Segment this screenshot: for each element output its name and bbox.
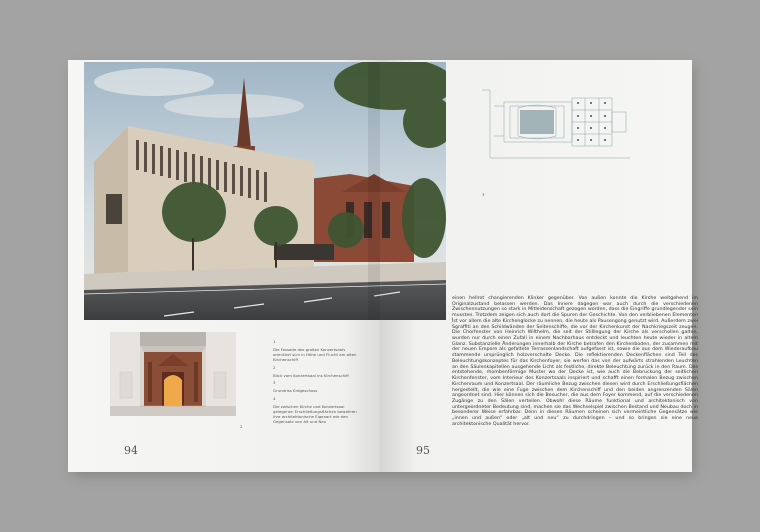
floor-plan-image xyxy=(480,84,630,164)
caption-text: Blick vom Konzertsaal ins Kirchenschiff xyxy=(273,372,349,378)
small-photo-figure-number: 2 xyxy=(240,424,243,429)
church-concert-hall-photo xyxy=(84,62,446,320)
caption-number: 3 xyxy=(273,380,276,386)
caption-number: 1 xyxy=(273,339,276,344)
caption-text: Grundriss Erdgeschoss xyxy=(273,388,318,394)
caption-number: 2 xyxy=(273,364,276,370)
body-paragraph: einen hellrot changierenden Klinker gegenüber. Von außen konnte die Kirche weitgehend im Originalzustand belassen werden. Das Innere dagegen war auch durch die verschiedenen Zwischennutzungen so stark in Mitleidenschaft gezogen worden, dass die Eingriffe grundlegender sein mussten. Trotzdem zeigen sich auch dort die Spuren der Geschichte. Von den verbliebenen Elementen ist vor allem die alte Kirchenglocke zu nennen, die heute als Pausengong genutzt wird. Außerdem zwei Sgraffiti an den Schildwänden der Seitenschiffe, die vor der Kirchenkunst der Nachkriegszeit zeugen. Die Chorfenster von Heinrich Wilthelm, die seit der Stilllegung der Kirche als verschollen galten, wurden nur durch einen Zufall in einem Nachbarhaus entdeckt und leuchten heute wieder in altem Glanz. Substanzielle Änderungen innerhalb der Kirche betrafen den Kirchenboden, der zusammen mit der neuen Empore als gefaltete Terrassenlandschaft aufgefasst ist, sowie die aus dem Wiederaufbau stammende ursprünglich holzverschalte Decke. Die reflektierenden Deckenflächen sind Teil des Beleuchtungskonzeptes für das Kirchenfoyer, sie werfen das von der aufwärts strahlenden Leuchten an den Säulenkapitellen ausgehende Licht als festliche, direkte Beleuchtung zurück in den Raum. Des entstehende, rhombenförmige Muster wo der Decke ist, wie auch die Bebruckung der seitlichen Kirchenfenster, vom Interieur des Konzertsaals inspiriert und schafft einen formalen Bezug zwischen Kirchenraum und Konzertsaal. Der räumliche Bezug zwischen diesen wird durch Erschließungsflächen hergestellt, die wie eine Fuge zwischen dem Kirchenschiff und den beiden angrenzenden Sälen angeordnet sind. Hier können sich die Besucher, die aus dem Foyer kommend, auf die verschiedenen Zugänge zu den Sälen verteilen. Obwohl diese Räume funktional und architektonisch von untergeordneter Bedeutung sind, machen sie das Wechselspiel zwischen Bestand und Neubau doch in besonderer Weise erfahrbar. Denn in diesen Räumen scheinen sich vermeintliche Gegensätze wie „innen und außen“ oder „alt und neu“ zu durchdringen – und so bringen sie eine neue architektonische Qualität hervor. xyxy=(452,296,698,427)
caption-number: 4 xyxy=(273,396,276,402)
caption-text: Die zwischen Kirche und Konzertsaal gelegenen Erschließungsflächen bewahren ihre architektonische Eigenart wie den Gegensatz von Alt und Neu xyxy=(273,404,357,424)
page-number-right: 95 xyxy=(416,444,430,457)
page-number-left: 94 xyxy=(124,444,138,457)
floor-plan-drawing xyxy=(480,84,630,164)
concert-hall-interior-photo xyxy=(110,332,236,416)
main-photo-figure-number: 1 xyxy=(451,316,454,321)
article-body-text xyxy=(452,296,698,428)
open-book xyxy=(68,60,698,472)
photo-captions xyxy=(273,340,363,428)
church-concert-hall-image xyxy=(84,62,446,320)
caption-text: Die Fassade des großen Konzertsaals orientiert sich in Höhe und Flucht am alten Kirchenschiff xyxy=(273,346,357,362)
concert-hall-interior-image xyxy=(110,332,236,416)
plan-figure-number: 3 xyxy=(482,192,485,197)
